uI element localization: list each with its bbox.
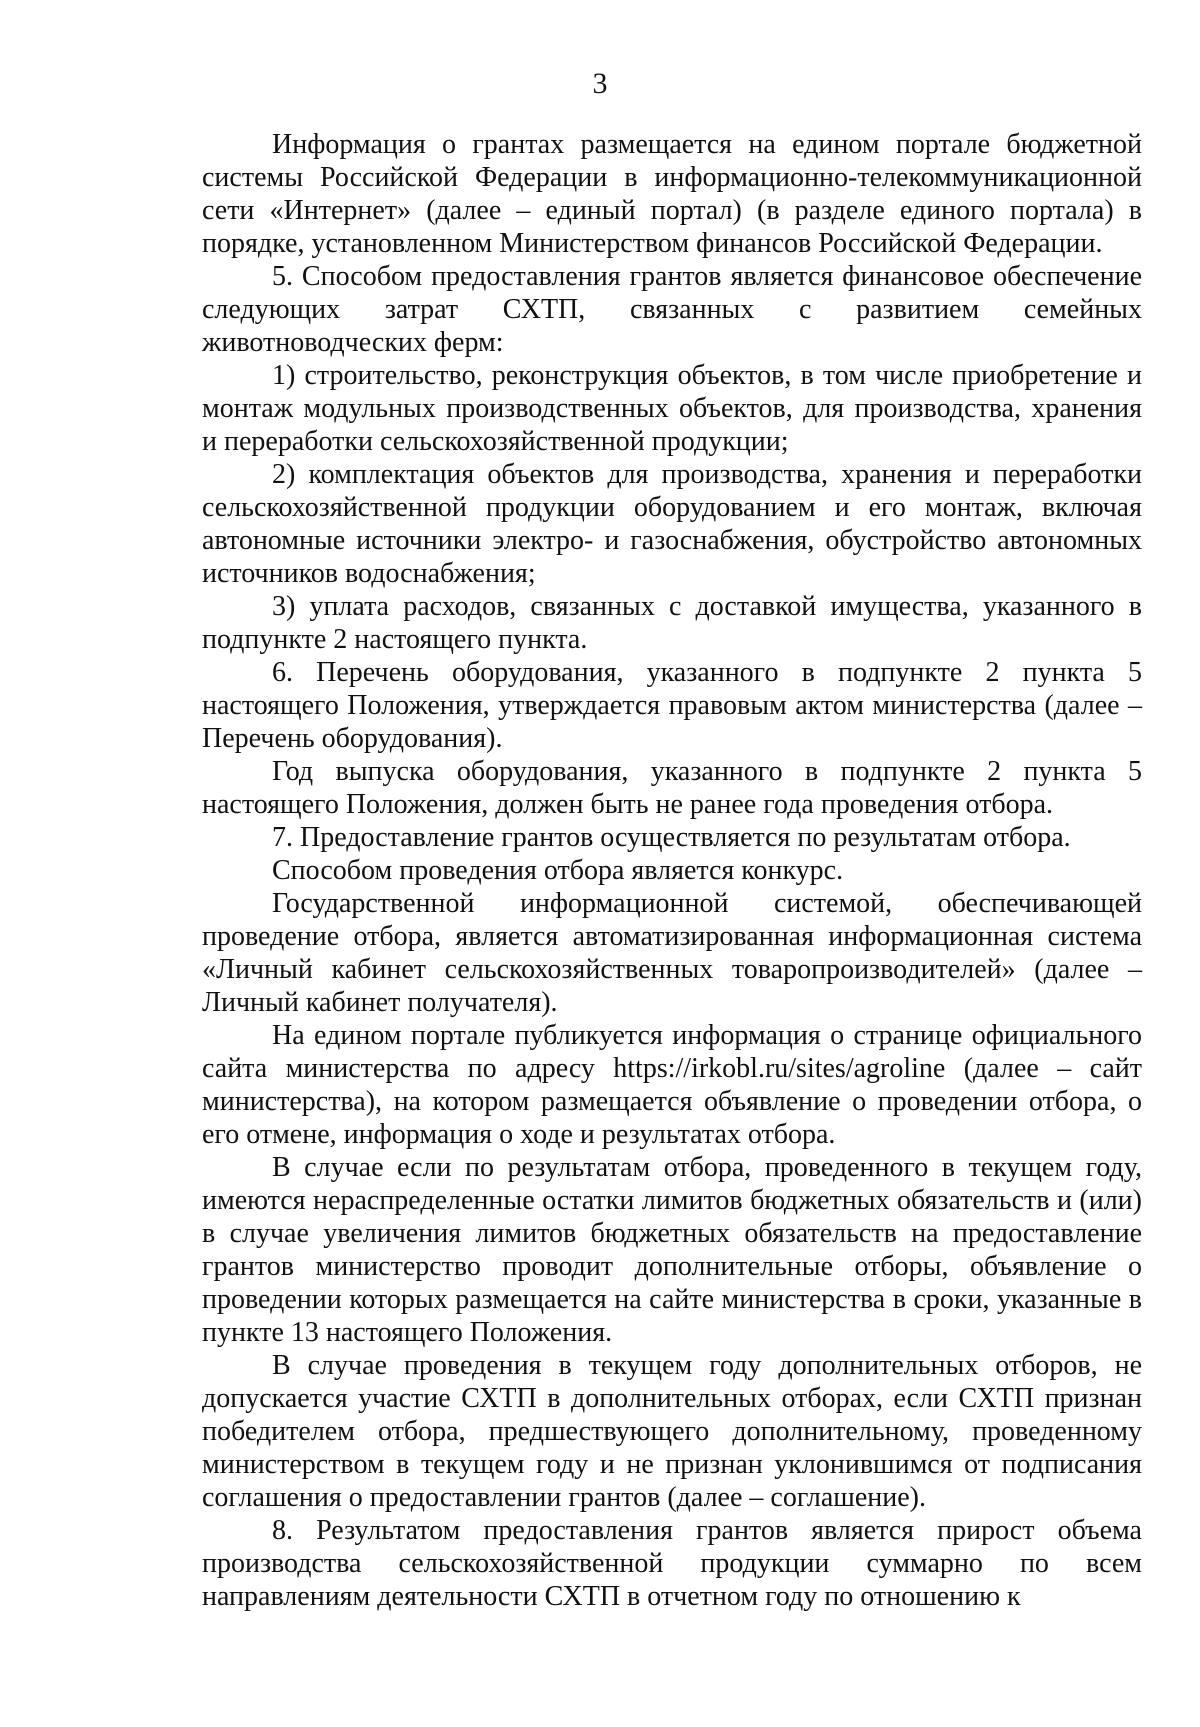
paragraph-subitem-1-construction: 1) строительство, реконструкция объектов, в том числе приобретение и монтаж модульных производственных объектов, для производства, хранения и переработки сельскохозяйственной продукции; bbox=[202, 360, 1142, 457]
paragraph-subitem-3-delivery: 3) уплата расходов, связанных с доставкой имущества, указанного в подпункте 2 настоящего пункта. bbox=[202, 591, 1142, 655]
page-number: 3 bbox=[592, 67, 608, 100]
paragraph-information-system: Государственной информационной системой, обеспечивающей проведение отбора, является автоматизированная информационная система «Личный кабинет сельскохозяйственных товаропроизводителей» (далее – Личный кабинет получателя). bbox=[202, 888, 1142, 1018]
paragraph-item-7-selection: 7. Предоставление грантов осуществляется по результатам отбора. bbox=[272, 822, 1071, 853]
paragraph-subitem-2-equipment: 2) комплектация объектов для производства, хранения и переработки сельскохозяйственной продукции оборудованием и его монтаж, включая автономные источники электро- и газоснабжения, обустройство автономных источников водоснабжения; bbox=[202, 459, 1142, 589]
paragraph-ministry-website: На едином портале публикуется информация о странице официального сайта министерства по адресу https://irkobl.ru/sites/agroline (далее – сайт министерства), на котором размещается объявление о проведении отбора, о его отмене, информация о ходе и результатах отбора. bbox=[202, 1020, 1142, 1150]
paragraph-grant-info-portal: Информация о грантах размещается на едином портале бюджетной системы Российской Федерации в информационно-телекоммуникационной сети «Интернет» (далее – единый портал) (в разделе единого портала) в порядке, установленном Министерством финансов Российской Федерации. bbox=[202, 129, 1142, 259]
paragraph-item-5-method: 5. Способом предоставления грантов является финансовое обеспечение следующих затрат СХТП, связанных с развитием семейных животноводческих ферм: bbox=[202, 261, 1142, 358]
paragraph-item-6-equipment-list: 6. Перечень оборудования, указанного в подпункте 2 пункта 5 настоящего Положения, утверждается правовым актом министерства (далее – Перечень оборудования). bbox=[202, 657, 1142, 754]
paragraph-item-8-result: 8. Результатом предоставления грантов является прирост объема производства сельскохозяйственной продукции суммарно по всем направлениям деятельности СХТП в отчетном году по отношению к bbox=[202, 1515, 1142, 1612]
paragraph-additional-participation: В случае проведения в текущем году дополнительных отборов, не допускается участие СХТП в дополнительных отборах, если СХТП признан победителем отбора, предшествующего дополнительному, проведенному министерством в текущем году и не признан уклонившимся от подписания соглашения о предоставлении грантов (далее – соглашение). bbox=[202, 1350, 1142, 1513]
paragraph-additional-selections: В случае если по результатам отбора, проведенного в текущем году, имеются нераспределенные остатки лимитов бюджетных обязательств и (или) в случае увеличения лимитов бюджетных обязательств на предоставление грантов министерство проводит дополнительные отборы, объявление о проведении которых размещается на сайте министерства в сроки, указанные в пункте 13 настоящего Положения. bbox=[202, 1152, 1142, 1348]
paragraph-selection-method: Способом проведения отбора является конкурс. bbox=[272, 855, 844, 886]
document-body bbox=[202, 128, 1142, 1613]
paragraph-equipment-year: Год выпуска оборудования, указанного в подпункте 2 пункта 5 настоящего Положения, должен быть не ранее года проведения отбора. bbox=[202, 756, 1142, 820]
